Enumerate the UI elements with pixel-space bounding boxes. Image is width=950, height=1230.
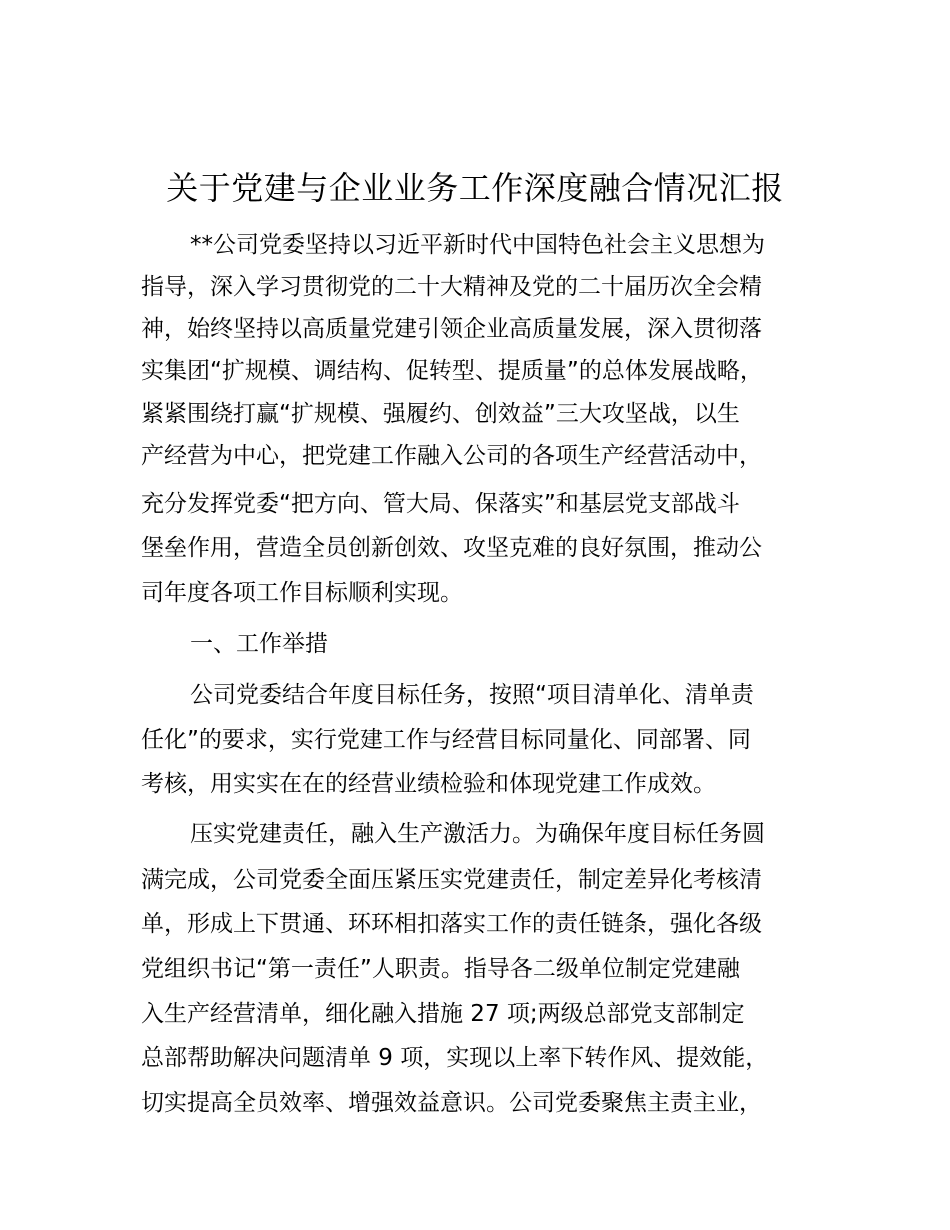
text-line: 实集团“扩规模、调结构、促转型、提质量”的总体发展战略，	[141, 358, 763, 384]
text-line: 产经营为中心，把党建工作融入公司的各项生产经营活动中，	[141, 443, 762, 469]
text-line: 神，始终坚持以高质量党建引领企业高质量发展，深入贯彻落	[141, 316, 762, 342]
text-line: 堡垒作用，营造全员创新创效、攻坚克难的良好氛围，推动公	[141, 535, 762, 561]
text-line: 党组织书记“第一责任”人职责。指导各二级单位制定党建融	[141, 956, 740, 982]
text-line: 充分发挥党委“把方向、管大局、保落实”和基层党支部战斗	[141, 491, 740, 517]
text-line: 压实党建责任，融入生产激活力。为确保年度目标任务圆	[190, 821, 765, 847]
text-line: 司年度各项工作目标顺利实现。	[141, 580, 463, 606]
text-line: 切实提高全员效率、增强效益意识。公司党委聚焦主责主业，	[141, 1090, 762, 1116]
text-line: 总部帮助解决问题清单 9 项，实现以上率下转作风、提效能，	[141, 1045, 769, 1071]
text-line: 公司党委结合年度目标任务，按照“项目清单化、清单责	[190, 682, 754, 708]
text-line: 指导，深入学习贯彻党的二十大精神及党的二十届历次全会精	[141, 274, 762, 300]
text-line: **公司党委坚持以习近平新时代中国特色社会主义思想为	[190, 232, 765, 258]
text-line: 考核，用实实在在的经营业绩检验和体现党建工作成效。	[141, 771, 716, 797]
text-line: 任化”的要求，实行党建工作与经营目标同量化、同部署、同	[141, 727, 751, 753]
text-line: 紧紧围绕打赢“扩规模、强履约、创效益”三大攻坚战，以生	[141, 401, 740, 427]
text-line: 满完成，公司党委全面压紧压实党建责任，制定差异化考核清	[141, 867, 762, 893]
text-line: 单，形成上下贯通、环环相扣落实工作的责任链条，强化各级	[141, 911, 762, 937]
document-title: 关于党建与企业业务工作深度融合情况汇报	[166, 169, 784, 207]
text-line: 入生产经营清单，细化融入措施 27 项;两级总部党支部制定	[141, 1001, 745, 1027]
section-heading: 一、工作举措	[190, 631, 328, 657]
